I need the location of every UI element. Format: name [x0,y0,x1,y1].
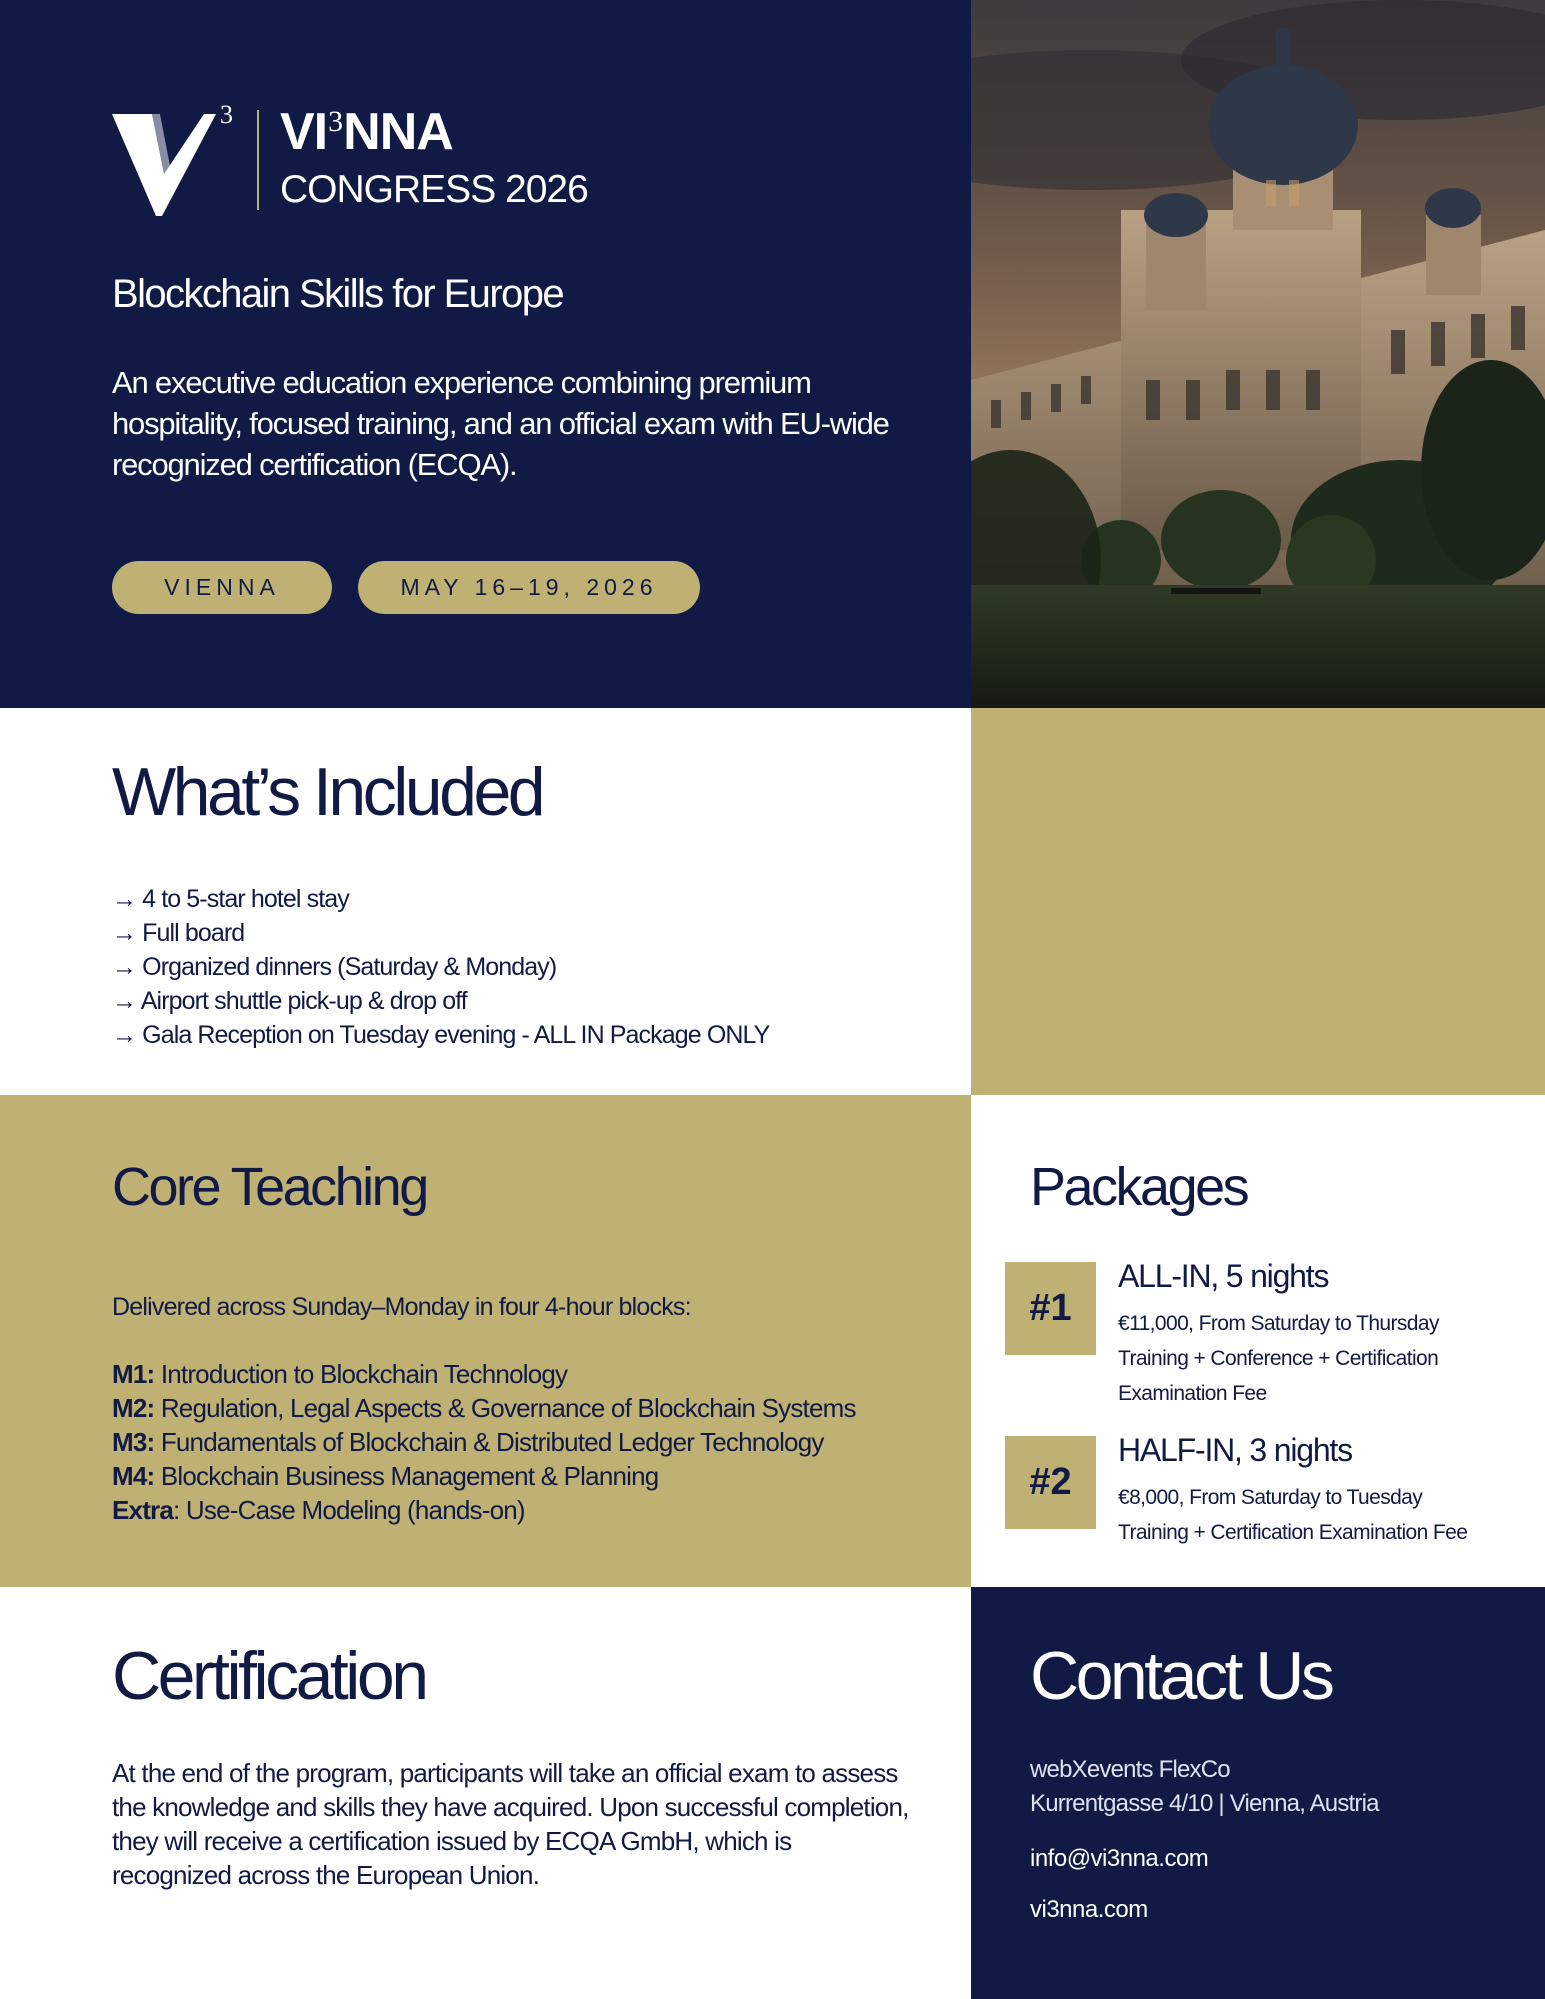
list-item [112,1425,856,1459]
v-logo-icon [112,104,237,216]
list-item: → 4 to 5-star hotel stay [112,885,349,913]
module-text: : Use-Case Modeling (hands-on) [173,1495,525,1525]
list-item [112,1459,856,1493]
brand-name-pre: VI [280,103,328,161]
package-detail: Examination Fee [1118,1382,1267,1405]
contact-email-link[interactable]: info@vi3nna.com [1030,1845,1209,1872]
package-badge-2: #2 [1005,1436,1096,1529]
gold-accent-block [971,708,1545,1095]
package-detail: Training + Conference + Certification [1118,1347,1439,1370]
list-item [112,1493,856,1527]
module-code: Extra [112,1495,174,1525]
package-name-1: ALL-IN, 5 nights [1118,1258,1329,1294]
core-teaching-intro: Delivered across Sunday–Monday in four 4-hour blocks: [112,1293,691,1321]
list-item: → Full board [112,919,245,947]
package-detail: Training + Certification Examination Fee [1118,1521,1468,1544]
package-detail: €8,000, From Saturday to Tuesday [1118,1486,1423,1509]
brand-subtitle: CONGRESS 2026 [280,168,588,211]
contact-title: Contact Us [1030,1638,1332,1714]
list-item [112,1391,856,1425]
contact-website-link[interactable]: vi3nna.com [1030,1896,1148,1923]
module-text: Fundamentals of Blockchain & Distributed Ledger Technology [154,1427,824,1457]
list-item [112,1357,856,1391]
hero-description: An executive education experience combining premium hospitality, focused training, and an official exam with EU-wide recognized certification (ECQA). [112,365,889,482]
brand-name [280,103,453,161]
packages-title: Packages [1030,1157,1248,1217]
contact-address: Kurrentgasse 4/10 | Vienna, Austria [1030,1790,1379,1817]
vienna-building-photo [971,0,1545,708]
location-pill: VIENNA [112,561,332,614]
hero-tagline: Blockchain Skills for Europe [112,272,563,316]
certification-text: At the end of the program, participants will take an official exam to assess the knowledge and skills they have acquired. Upon successful completion, they will receive a certification issued by ECQA GmbH, which is recognized across the European Union. [112,1758,909,1890]
brand-name-post: NNA [343,103,453,161]
museum-illustration [971,0,1545,708]
date-pill: MAY 16–19, 2026 [358,561,700,614]
module-text: Blockchain Business Management & Planning [154,1461,659,1491]
package-detail: €11,000, From Saturday to Thursday [1118,1312,1439,1335]
certification-title: Certification [112,1638,426,1714]
module-code: M2: [112,1393,155,1423]
hero-section [0,0,971,708]
module-code: M3: [112,1427,155,1457]
congress-logo [112,100,632,216]
package-name-2: HALF-IN, 3 nights [1118,1432,1352,1468]
logo-divider [257,110,259,210]
contact-company: webXevents FlexCo [1030,1756,1230,1783]
list-item: → Organized dinners (Saturday & Monday) [112,953,557,981]
module-list [112,1357,856,1527]
package-badge-1: #1 [1005,1262,1096,1355]
included-title: What’s Included [112,754,543,830]
module-code: M4: [112,1461,155,1491]
list-item: → Gala Reception on Tuesday evening - ALL IN Package ONLY [112,1021,770,1049]
core-teaching-title: Core Teaching [112,1157,427,1217]
module-text: Introduction to Blockchain Technology [154,1359,568,1389]
list-item: → Airport shuttle pick-up & drop off [112,987,467,1015]
brand-name-sup: 3 [328,105,343,138]
module-code: M1: [112,1359,155,1389]
module-text: Regulation, Legal Aspects & Governance of Blockchain Systems [154,1393,856,1423]
logo-superscript: 3 [220,100,233,129]
included-list [112,882,769,1052]
